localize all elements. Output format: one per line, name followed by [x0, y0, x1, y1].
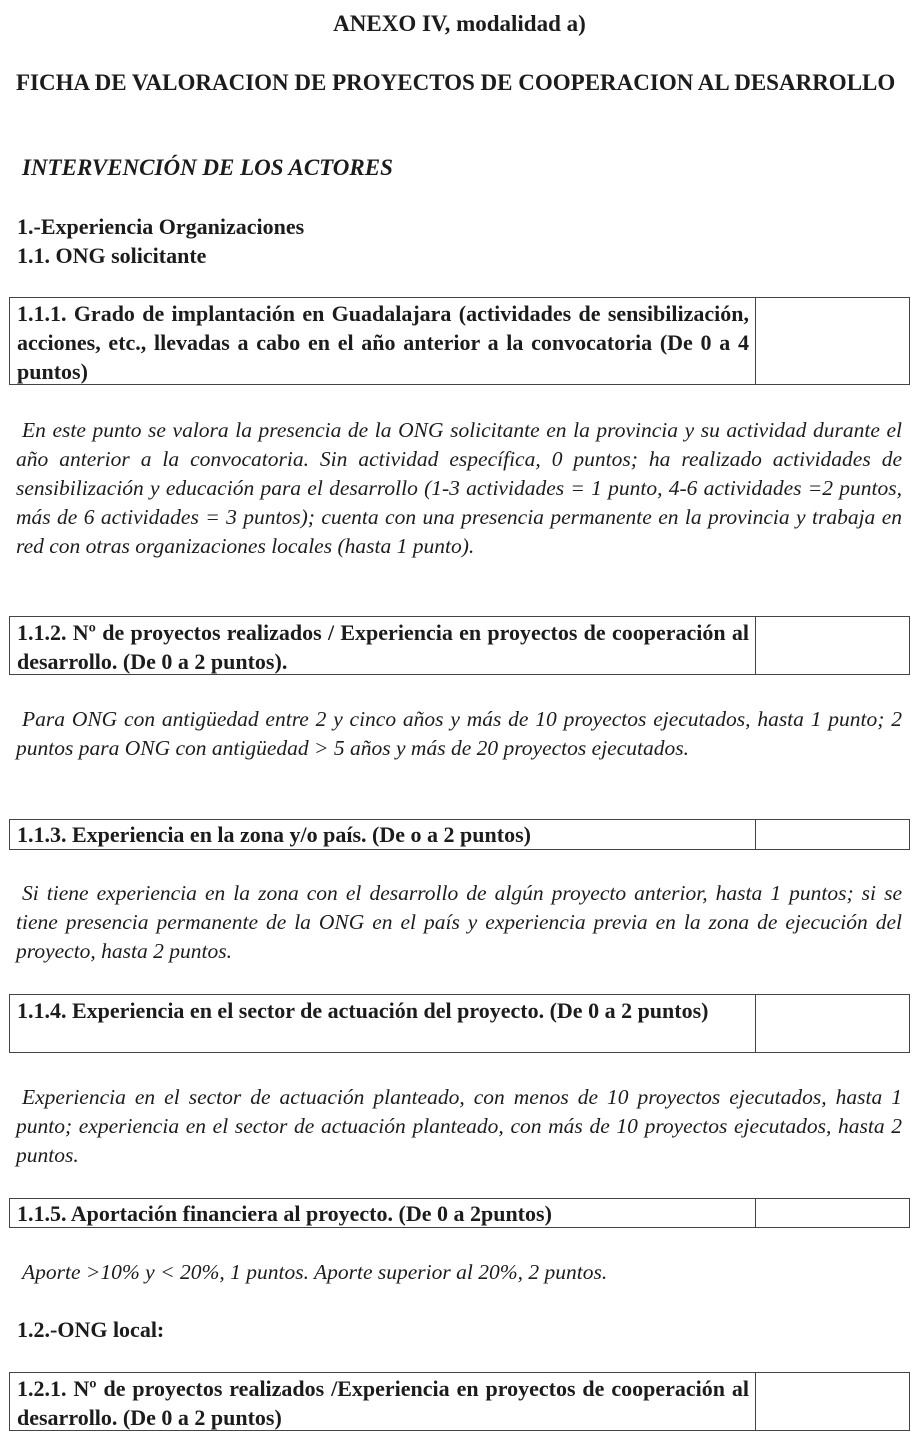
score-cell[interactable] — [756, 617, 909, 674]
description-text: Aporte >10% y < 20%, 1 puntos. Aporte superior al 20%, 2 puntos. — [22, 1260, 608, 1284]
description-text: Experiencia en el sector de actuación planteado, con menos de 10 proyectos ejecutados, hasta 1 punto; experiencia en el sector de actuación planteado, con más de 10 proyectos ejecutados, hasta 2 puntos. — [16, 1085, 902, 1167]
criterion-description — [16, 705, 902, 763]
criterion-description — [16, 1083, 902, 1170]
section-title: INTERVENCIÓN DE LOS ACTORES — [22, 155, 393, 180]
heading-ong-local: 1.2.-ONG local: — [17, 1317, 165, 1342]
score-cell[interactable] — [756, 820, 909, 849]
criterion-row-1-1-1 — [9, 297, 910, 385]
document-title: FICHA DE VALORACION DE PROYECTOS DE COOPERACION AL DESARROLLO — [16, 70, 896, 95]
score-cell[interactable] — [756, 1199, 909, 1227]
score-cell[interactable] — [756, 995, 909, 1052]
criterion-label: 1.1.5. Aportación financiera al proyecto. (De 0 a 2puntos) — [10, 1199, 756, 1227]
criterion-label: 1.1.3. Experiencia en la zona y/o país. (De o a 2 puntos) — [10, 820, 756, 849]
criterion-label: 1.1.1. Grado de implantación en Guadalajara (actividades de sensibilización, acciones, etc., llevadas a cabo en el año anterior a la convocatoria (De 0 a 4 puntos) — [10, 298, 756, 384]
heading-ong-solicitante: 1.1. ONG solicitante — [17, 243, 207, 268]
description-text: Si tiene experiencia en la zona con el desarrollo de algún proyecto anterior, hasta 1 puntos; si se tiene presencia permanente de la ONG en el país y experiencia previa en la zona de ejecución del proyecto, hasta 2 puntos. — [16, 881, 902, 963]
score-cell[interactable] — [756, 1373, 909, 1430]
criterion-row-1-1-2 — [9, 616, 910, 675]
criterion-row-1-2-1 — [9, 1372, 910, 1431]
criterion-description — [16, 416, 902, 561]
criterion-description — [16, 1258, 902, 1287]
score-cell[interactable] — [756, 298, 909, 384]
heading-experiencia-organizaciones: 1.-Experiencia Organizaciones — [17, 214, 305, 239]
criterion-description — [16, 879, 902, 966]
criterion-row-1-1-4 — [9, 994, 910, 1053]
description-text: En este punto se valora la presencia de la ONG solicitante en la provincia y su actividad durante el año anterior a la convocatoria. Sin actividad específica, 0 puntos; ha realizado actividades de sensibilización y educación para el desarrollo (1-3 actividades = 1 punto, 4-6 actividades =2 puntos, más de 6 actividades = 3 puntos); cuenta con una presencia permanente en la provincia y trabaja en red con otras organizaciones locales (hasta 1 punto). — [16, 418, 902, 558]
criterion-row-1-1-3 — [9, 819, 910, 850]
criterion-label: 1.1.4. Experiencia en el sector de actuación del proyecto. (De 0 a 2 puntos) — [10, 995, 756, 1052]
criterion-label: 1.2.1. Nº de proyectos realizados /Experiencia en proyectos de cooperación al desarrollo. (De 0 a 2 puntos) — [10, 1373, 756, 1430]
annex-title: ANEXO IV, modalidad a) — [333, 11, 586, 36]
description-text: Para ONG con antigüedad entre 2 y cinco años y más de 10 proyectos ejecutados, hasta 1 punto; 2 puntos para ONG con antigüedad > 5 años y más de 20 proyectos ejecutados. — [16, 707, 902, 760]
criterion-label: 1.1.2. Nº de proyectos realizados / Experiencia en proyectos de cooperación al desarrollo. (De 0 a 2 puntos). — [10, 617, 756, 674]
criterion-row-1-1-5 — [9, 1198, 910, 1228]
